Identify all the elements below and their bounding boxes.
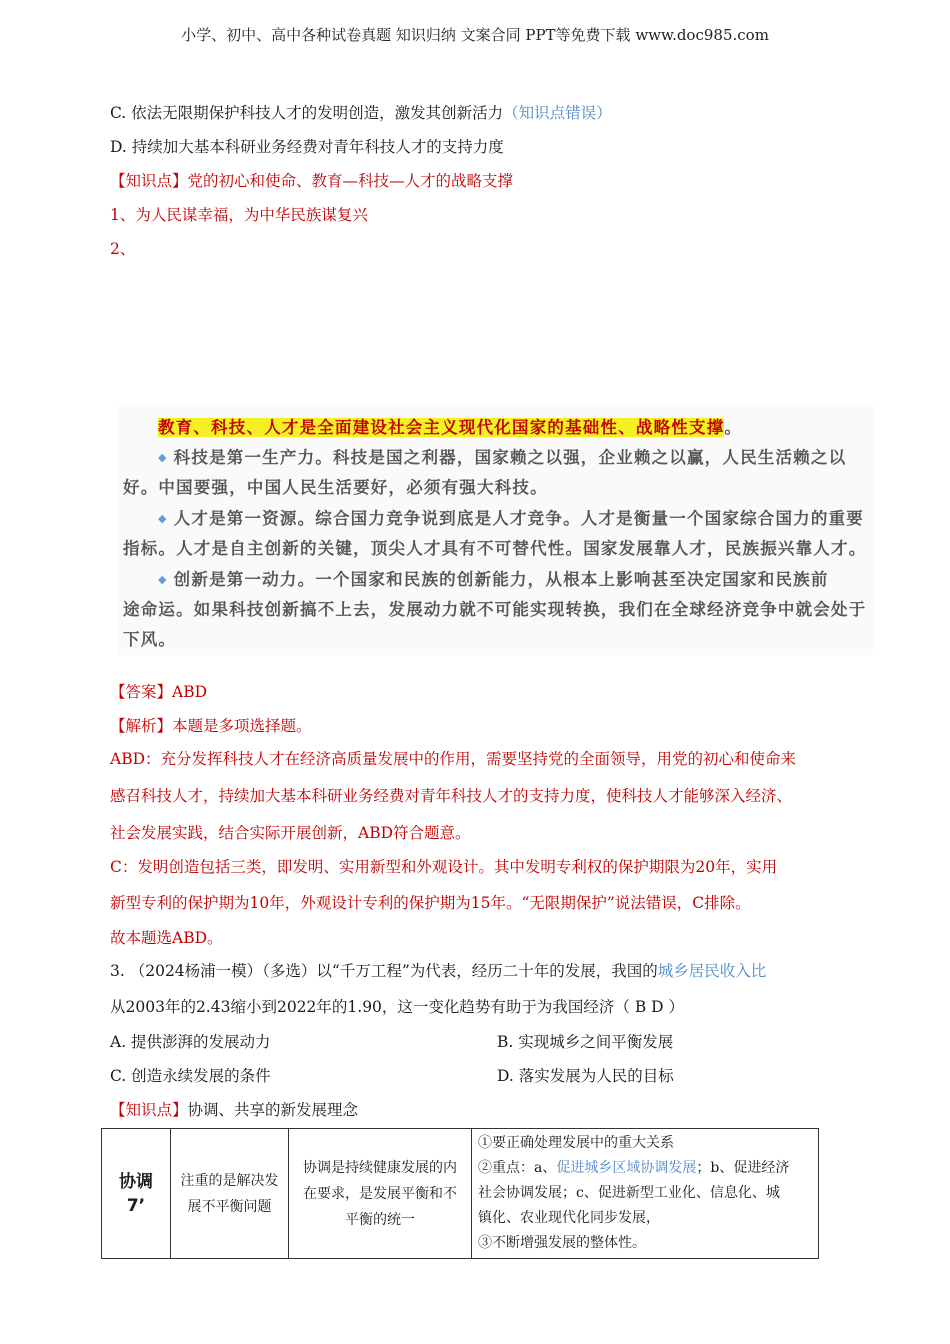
- knowledge-text: 党的初心和使命、教育—科技—人才的战略支撑: [187, 172, 514, 190]
- option-c-note: （知识点错误）: [503, 104, 612, 122]
- answer-tag: 【答案】: [110, 683, 173, 701]
- question-3-link[interactable]: 城乡居民收入比: [657, 962, 767, 980]
- diamond-bullet-icon: ◆: [158, 512, 168, 525]
- analysis-intro: [110, 714, 312, 736]
- knowledge-item-2: 2、: [110, 240, 136, 258]
- point-1: ①要正确处理发展中的重大关系: [478, 1135, 674, 1151]
- meaning-cell: 协调是持续健康发展的内在要求，是发展平衡和不平衡的统一: [289, 1129, 472, 1259]
- excerpt-line: [158, 505, 864, 529]
- diamond-bullet-icon: ◆: [158, 573, 168, 586]
- knowledge-item-1: 1、为人民谋幸福，为中华民族谋复兴: [110, 206, 368, 224]
- analysis-intro-text: 本题是多项选择题。: [172, 717, 312, 735]
- question-3-option-c: C. 创造永续发展的条件: [110, 1067, 271, 1085]
- concept-number: 7’: [126, 1195, 146, 1216]
- point-2-link[interactable]: 促进城乡区域协调发展: [556, 1160, 697, 1176]
- option-c: [110, 101, 612, 123]
- textbook-excerpt-image: [118, 405, 873, 655]
- question-3-stem: [110, 959, 766, 981]
- question-3-stem-cont: 从2003年的2.43缩小到2022年的1.90，这一变化趋势有助于为我国经济（ B D ）: [110, 998, 685, 1016]
- knowledge-tag: 【知识点】: [110, 172, 188, 190]
- knowledge-point-1: [110, 169, 513, 191]
- question-3-option-a: A. 提供澎湃的发展动力: [110, 1033, 271, 1051]
- excerpt-line-text: 创新是第一动力。一个国家和民族的创新能力，从根本上影响甚至决定国家和民族前: [173, 570, 829, 589]
- concept-name: 协调: [119, 1171, 153, 1192]
- table-row: [102, 1129, 819, 1259]
- analysis-tag: 【解析】: [110, 717, 173, 735]
- question-3-option-d: D. 落实发展为人民的目标: [497, 1067, 674, 1085]
- excerpt-line: 指标。人才是自主创新的关键，顶尖人才具有不可替代性。国家发展靠人才，民族振兴靠人才。: [123, 539, 867, 558]
- excerpt-line: [158, 566, 829, 590]
- excerpt-line-text: 人才是第一资源。综合国力竞争说到底是人才竞争。人才是衡量一个国家综合国力的重要: [173, 509, 864, 528]
- concept-cell: [102, 1129, 171, 1259]
- analysis-line: 故本题选ABD。: [110, 929, 223, 947]
- analysis-line: ABD：充分发挥科技人才在经济高质量发展中的作用，需要坚持党的全面领导，用党的初心和使命来: [110, 750, 797, 768]
- question-3-text: 3. （2024杨浦一模）（多选）以“千万工程”为代表，经历二十年的发展，我国的: [110, 962, 658, 980]
- excerpt-highlight-end: 。: [724, 418, 743, 437]
- point-2-pre: ②重点：a、: [478, 1160, 557, 1176]
- point-2-cont: 镇化、农业现代化同步发展，: [478, 1210, 660, 1226]
- analysis-line: 新型专利的保护期为10年，外观设计专利的保护期为15年。“无限期保护”说法错误，C排除。: [110, 894, 751, 912]
- concept-table: [101, 1128, 819, 1259]
- point-2-cont: 社会协调发展；c、促进新型工业化、信息化、城: [478, 1185, 780, 1201]
- analysis-line: C：发明创造包括三类，即发明、实用新型和外观设计。其中发明专利权的保护期限为20年，实用: [110, 858, 778, 876]
- knowledge-tag: 【知识点】: [110, 1101, 188, 1119]
- excerpt-line: 下风。: [123, 630, 177, 649]
- excerpt-line: 好。中国要强，中国人民生活要好，必须有强大科技。: [123, 478, 548, 497]
- point-3: ③不断增强发展的整体性。: [478, 1235, 646, 1251]
- point-2-post: ；b、促进经济: [696, 1160, 790, 1176]
- option-c-text: C. 依法无限期保护科技人才的发明创造，激发其创新活力: [110, 104, 504, 122]
- excerpt-line: 途命运。如果科技创新搞不上去，发展动力就不可能实现转换，我们在全球经济竞争中就会处于: [123, 600, 867, 619]
- analysis-line: 社会发展实践，结合实际开展创新，ABD符合题意。: [110, 824, 471, 842]
- knowledge-point-2: [110, 1098, 358, 1120]
- answer-text: ABD: [172, 683, 208, 701]
- question-3-option-b: B. 实现城乡之间平衡发展: [497, 1033, 674, 1051]
- analysis-line: 感召科技人才，持续加大基本科研业务经费对青年科技人才的支持力度，使科技人才能够深入经济、: [110, 787, 793, 805]
- answer: [110, 680, 207, 702]
- diamond-bullet-icon: ◆: [158, 451, 168, 464]
- excerpt-line-text: 科技是第一生产力。科技是国之利器，国家赖之以强，企业赖之以赢，人民生活赖之以: [173, 448, 847, 467]
- excerpt-line: [158, 444, 846, 468]
- points-cell: [472, 1129, 819, 1259]
- excerpt-highlight: 教育、科技、人才是全面建设社会主义现代化国家的基础性、战略性支撑: [158, 418, 725, 437]
- focus-cell: 注重的是解决发展不平衡问题: [171, 1129, 289, 1259]
- excerpt-highlight-line: [158, 414, 742, 438]
- point-2: [478, 1156, 812, 1181]
- option-d: D. 持续加大基本科研业务经费对青年科技人才的支持力度: [110, 138, 504, 156]
- page-header: 小学、初中、高中各种试卷真题 知识归纳 文案合同 PPT等免费下载 www.doc985.com: [181, 26, 769, 44]
- knowledge-text: 协调、共享的新发展理念: [187, 1101, 359, 1119]
